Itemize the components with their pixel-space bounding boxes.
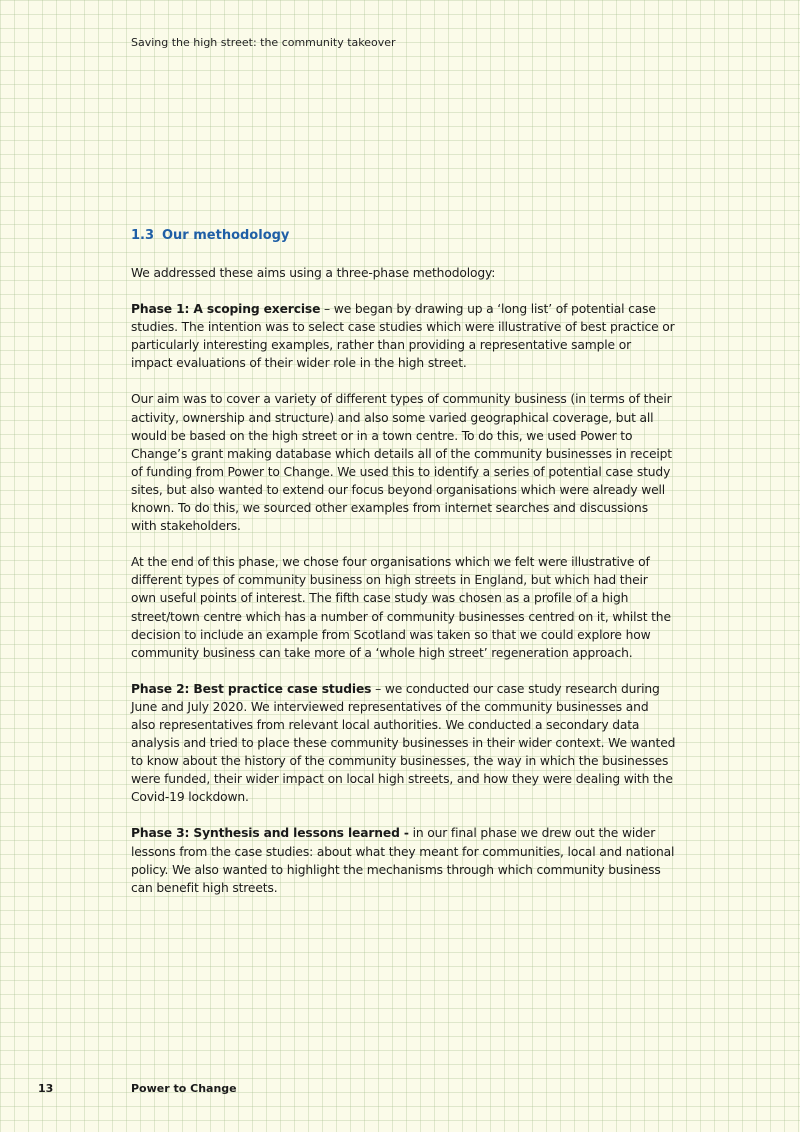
phase-2-text: – we conducted our case study research during June and July 2020. We interviewed representatives of the community businesses and also representatives from relevant local authorities. We conducted a secondary data analysis and tried to place these community businesses in their wider context. We wanted to know about the history of the community businesses, the way in which the businesses were funded, their wider impact on local high streets, and how they were dealing with the Covid-19 lockdown. [131,681,676,805]
main-content [131,227,676,915]
aim-paragraph: Our aim was to cover a variety of different types of community business (in terms of their activity, ownership and structure) and also some varied geographical coverage, but all would be based on the high street or in a town centre. To do this, we used Power to Change’s grant making database which details all of the community businesses in receipt of funding from Power to Change. We used this to identify a series of potential case study sites, but also wanted to extend our focus beyond organisations which were already well known. To do this, we sourced other examples from internet searches and discussions with stakeholders. [131,392,672,534]
footer-organisation: Power to Change [131,1082,237,1095]
phase-2-paragraph [131,680,676,807]
phase-1-text: – we began by drawing up a ‘long list’ of potential case studies. The intention was to select case studies which were illustrative of best practice or particularly interesting examples, rather than providing a representative sample or impact evaluations of their wider role in the high street. [131,302,675,371]
phase-2-lead: Phase 2: Best practice case studies [131,681,372,696]
page-number: 13 [38,1082,54,1095]
phase-3-text: in our final phase we drew out the wider lessons from the case studies: about what they meant for communities, local and national policy. We also wanted to highlight the mechanisms through which community business can benefit high streets. [131,826,675,895]
section-title: Our methodology [162,228,290,243]
section-heading [131,227,676,245]
section-number: 1.3 [131,228,155,243]
phase-1-lead: Phase 1: A scoping exercise [131,302,321,317]
phase-3-paragraph [131,824,676,896]
phase-end-paragraph: At the end of this phase, we chose four organisations which we felt were illustrative of different types of community business on high streets in England, but which had their own useful points of interest. The fifth case study was chosen as a profile of a high street/town centre which has a number of community businesses centred on it, whilst the decision to include an example from Scotland was taken so that we could explore how community business can take more of a ‘whole high street’ regeneration approach. [131,555,671,660]
phase-1-paragraph [131,300,676,372]
running-header-title: Saving the high street: the community takeover [131,36,396,49]
phase-3-lead: Phase 3: Synthesis and lessons learned - [131,826,409,841]
intro-paragraph: We addressed these aims using a three-phase methodology: [131,266,496,280]
